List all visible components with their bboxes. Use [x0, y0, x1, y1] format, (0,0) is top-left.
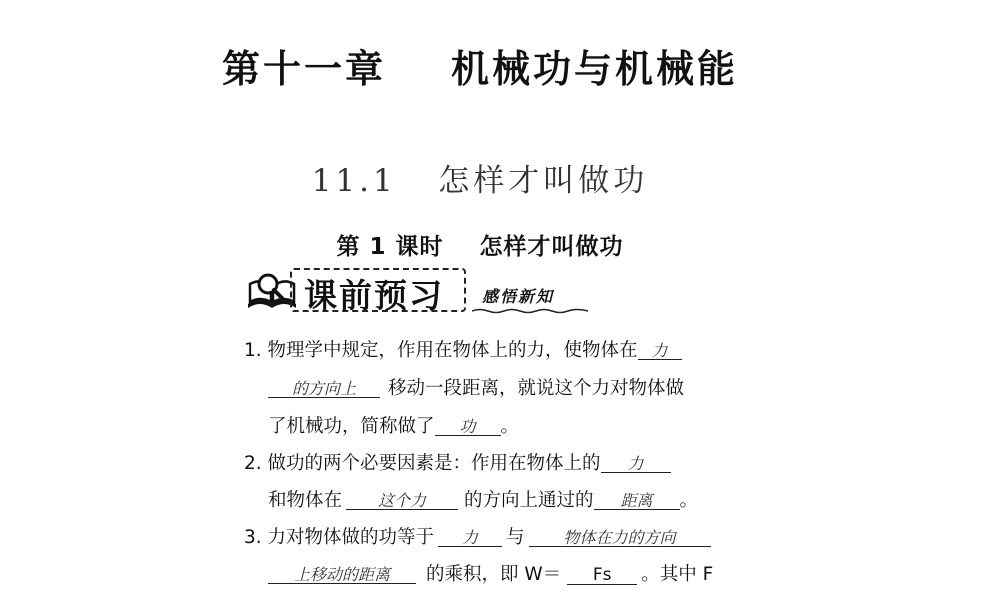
q1-text-2: 移动一段距离，就说这个力对物体做 — [388, 378, 685, 399]
q2-answer-2: 这个力 — [346, 493, 458, 510]
q3-answer-1: 力 — [438, 530, 502, 547]
preview-banner — [244, 266, 590, 316]
q3-text-3: 的乘积，即 W＝ — [426, 564, 562, 585]
q2-text-1: 2. 做功的两个必要因素是：作用在物体上的 — [244, 453, 601, 474]
q3-text-1: 3. 力对物体做的功等于 — [244, 527, 435, 548]
q1-text-4: 。 — [500, 416, 520, 437]
chapter-title: 第十一章 机械功与机械能 — [222, 47, 738, 91]
q1-answer-1: 力 — [638, 343, 682, 360]
section-title: 11.1 怎样才叫做功 — [311, 163, 649, 199]
q3-text-4: 。其中 F — [641, 564, 714, 585]
banner-main-text: 课前预习 — [304, 276, 444, 315]
banner-sub-text: 感悟新知 — [482, 287, 555, 306]
q1-text-1: 1. 物理学中规定，作用在物体上的力，使物体在 — [244, 340, 638, 361]
q1-answer-2: 功 — [435, 419, 501, 436]
q2-text-2: 和物体在 — [268, 490, 343, 511]
q2-answer-1: 力 — [601, 456, 671, 473]
q3-answer-3: Fs — [567, 567, 637, 585]
q2-text-3: 的方向上通过的 — [464, 490, 594, 511]
q3-answer-2-cont: 上移动的距离 — [268, 567, 416, 584]
q1-text-3: 了机械功，简称做了 — [268, 416, 435, 437]
q2-text-4: 。 — [679, 490, 699, 511]
q1-answer-1-cont: 的方向上 — [268, 381, 380, 398]
q3-answer-2: 物体在力的方向 — [529, 530, 711, 547]
q3-text-2: 与 — [506, 527, 525, 548]
q2-answer-3: 距离 — [594, 493, 680, 510]
lesson-title: 第 1 课时 怎样才叫做功 — [336, 234, 624, 260]
banner-underline — [472, 308, 588, 314]
